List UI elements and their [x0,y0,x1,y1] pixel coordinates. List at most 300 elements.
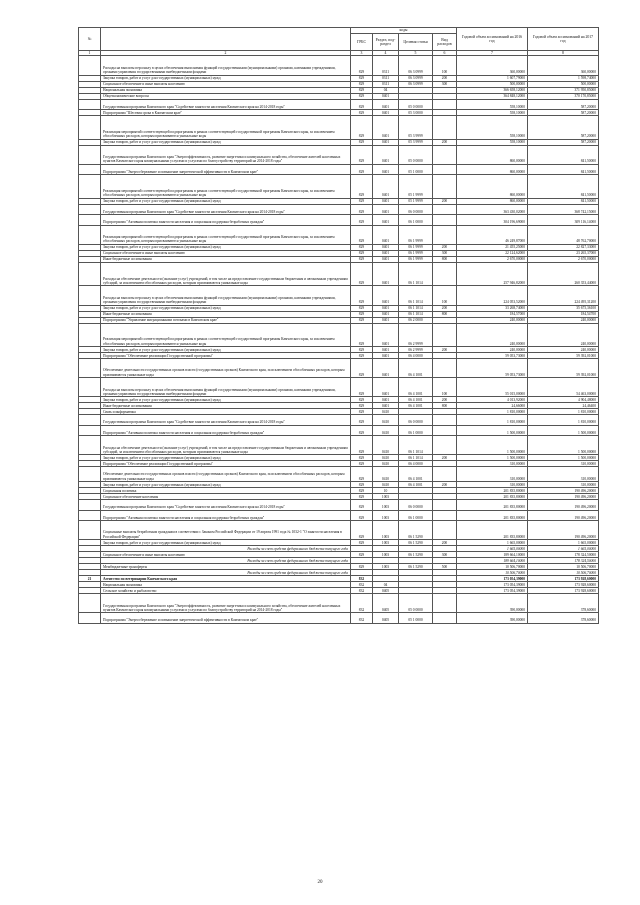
table-row [79,286,599,305]
row-amount-2016: 201 835,80000 [457,510,528,520]
table-row [79,215,599,225]
row-vid [433,204,457,214]
table-row [79,115,599,139]
row-amount-2016: 224 053,52000 [457,286,528,305]
row-number: 21 [79,576,101,582]
row-target: 06 0 0000 [399,204,433,214]
row-amount-2016: 21 455,25000 [457,244,528,250]
row-amount-2017: 1 500,00000 [528,455,599,461]
row-target: 06 4 1001 [399,378,433,397]
row-amount-2016: 1 607,79000 [457,75,528,81]
row-amount-2016: 59 053,73000 [457,353,528,359]
row-amount-2016: 55 015,00000 [457,378,528,397]
row-razdel: 0401 [373,378,399,397]
row-amount-2016: 360,00000 [457,56,528,75]
row-razdel: 0401 [373,317,399,323]
row-target: 06 1 0000 [399,510,433,520]
row-amount-2016: 240,00000 [457,347,528,353]
row-target: 06 1 1014 [399,305,433,311]
row-number [79,500,101,510]
row-name: Социальное обеспечение и иные выплаты населению [101,81,351,87]
row-number [79,175,101,199]
row-grbs: 829 [351,139,373,145]
row-target: 06 0 0000 [399,415,433,425]
row-grbs: 829 [351,359,373,378]
row-name: Общеэкономические вопросы [101,93,351,99]
table-row [79,415,599,425]
row-grbs: 829 [351,305,373,311]
row-amount-2017: 178 324,50000 [528,552,599,558]
row-amount-2016: 310,00000 [457,482,528,488]
row-number [79,145,101,164]
row-target: 06 1 1014 [399,262,433,286]
row-vid: 200 [433,244,457,250]
row-razdel: 04 [373,582,399,588]
row-amount-2016: 558,10000 [457,115,528,139]
row-razdel: 0401 [373,164,399,174]
row-grbs: 829 [351,317,373,323]
header-col-razdel: Раздел, под-раздел [373,34,399,51]
row-vid [433,500,457,510]
row-amount-2017: 54 463,00000 [528,378,599,397]
row-name: Закупка товаров, работ и услуг для государственных (муниципальных) нужд [101,482,351,488]
row-grbs: 829 [351,409,373,415]
row-name: Государственная программа Камчатского края "Содействие занятости населения Камчатского края на 2014-2018 годы" [101,99,351,109]
row-name: Расходы на выплаты персоналу в целях обеспечения выполнения функций государственными (муниципальными) органами, казенными учреждениями, органами управления государственными внебюджетными фондами [101,286,351,305]
row-amount-2017: 1 810,00000 [528,409,599,415]
row-target: 06 1 1014 [399,311,433,317]
row-grbs: 829 [351,311,373,317]
row-number [79,510,101,520]
row-vid: 800 [433,256,457,262]
row-name: Социальные выплаты безработным гражданам в соответствии с Законом Российской Федерации от 19 апреля 1991 года № 1032-1 "О занятости населения в Российской Федерации" [101,521,351,540]
row-amount-2017: 370 170,85000 [528,93,599,99]
row-grbs: 829 [351,115,373,139]
row-name: Иные бюджетные ассигнования [101,311,351,317]
row-amount-2016: 201 835,80000 [457,521,528,540]
header-col-grbs: ГРБС [351,34,373,51]
row-number [79,467,101,482]
table-row [79,359,599,378]
row-amount-2017: 190 496,20000 [528,500,599,510]
row-razdel: 0401 [373,311,399,317]
header-col-2016: Годовой объем ассигнований на 2016 год [457,28,528,51]
row-name: Подпрограмма "Активная политика занятости населения и социальная поддержка безработных граждан" [101,510,351,520]
row-amount-2017: 841,50000 [528,175,599,199]
row-amount-2017: 587,20000 [528,99,599,109]
table-row [79,262,599,286]
row-target: 05 1 9999 [399,175,433,199]
row-razdel: 0401 [373,99,399,109]
row-razdel: 0401 [373,262,399,286]
row-razdel: 0401 [373,359,399,378]
row-vid [433,594,457,613]
row-amount-2016: 366 658,12000 [457,87,528,93]
row-name: Реализация мероприятий соответствующей подпрограммы в рамках соответствующей государственной программы Камчатского края, за исключением обособленных расходов, которым присваиваются уникальные коды [101,115,351,139]
table-row [79,164,599,174]
row-amount-2016: 304 196,69000 [457,215,528,225]
row-target: 06 3 0999 [399,75,433,81]
row-amount-2016: 558,10000 [457,109,528,115]
row-grbs: 829 [351,500,373,510]
row-razdel: 0401 [373,305,399,311]
row-name: Подпрограмма "Энергосбережение и повышение энергетической эффективности в Камчатском крае" [101,164,351,174]
row-razdel: 0401 [373,244,399,250]
header-num-2: 2 [101,51,351,56]
row-amount-2016: 860,00000 [457,198,528,204]
row-razdel: 0401 [373,109,399,115]
row-name: Закупка товаров, работ и услуг для государственных (муниципальных) нужд [101,397,351,403]
row-target: 06 1 1014 [399,286,433,305]
row-amount-2016: 173 054,39000 [457,588,528,594]
row-razdel: 0311 [373,81,399,87]
row-amount-2016: 860,00000 [457,175,528,199]
row-name: Подпрограмма "Шествия срока в Камчатском крае" [101,109,351,115]
row-amount-2016: 390,00000 [457,594,528,613]
header-col-name [101,28,351,51]
row-number [79,436,101,455]
row-amount-2017: 224 495,31200 [528,286,599,305]
row-vid [433,175,457,199]
row-number [79,378,101,397]
row-name: Реализация мероприятий соответствующей подпрограммы в рамках соответствующей государственной программы Камчатского края, за исключением обособленных расходов, которым присваиваются уникальные коды [101,175,351,199]
row-razdel: 1003 [373,521,399,540]
row-amount-2017: 841,50000 [528,145,599,164]
row-target: 06 1 5290 [399,540,433,546]
row-vid [433,436,457,455]
row-name: Расходы за счет средств федерального бюджета текущего года [101,546,351,552]
row-amount-2017: 500,00000 [528,81,599,87]
row-razdel: 1003 [373,510,399,520]
row-name: Иные бюджетные ассигнования [101,256,351,262]
row-grbs: 829 [351,286,373,305]
header-num-4: 4 [373,51,399,56]
row-amount-2016: 1 810,00000 [457,409,528,415]
row-name: Подпрограмма "Энергосбережение и повышение энергетической эффективности в Камчатском крае" [101,613,351,623]
row-target: 06 1 1014 [399,455,433,461]
row-grbs: 829 [351,204,373,214]
row-grbs: 829 [351,552,373,558]
row-amount-2016: 46 249,87000 [457,225,528,244]
row-amount-2017: 240,00000 [528,347,599,353]
table-row [79,436,599,455]
row-name: Реализация мероприятий соответствующей подпрограммы в рамках соответствующей государственной программы Камчатского края, за исключением обособленных расходов, которым присваиваются уникальные коды [101,225,351,244]
table-row [79,225,599,244]
row-razdel: 0401 [373,286,399,305]
row-razdel: 0401 [373,250,399,256]
row-grbs: 829 [351,455,373,461]
row-grbs: 832 [351,588,373,594]
row-vid [433,415,457,425]
table-row [79,510,599,520]
row-name: Реализация мероприятий соответствующей подпрограммы в рамках соответствующей государственной программы Камчатского края, за исключением обособленных расходов, которым присваиваются уникальные коды [101,323,351,347]
row-amount-2017: 1 598,74000 [528,75,599,81]
row-razdel: 0410 [373,415,399,425]
row-amount-2017: 22 827,33000 [528,244,599,250]
row-razdel: 0401 [373,139,399,145]
table-row [79,204,599,214]
row-name: Подпрограмма "Обеспечение реализации Государственной программы" [101,353,351,359]
row-target: 06 4 0000 [399,353,433,359]
row-amount-2016: 310,00000 [457,467,528,482]
row-number [79,164,101,174]
row-grbs: 829 [351,56,373,75]
row-grbs: 829 [351,510,373,520]
header-num-6: 6 [433,51,457,56]
table-row [79,378,599,397]
row-target: 06 1 9999 [399,225,433,244]
row-amount-2017: 310,00000 [528,467,599,482]
row-amount-2017: 309 116,14000 [528,215,599,225]
row-amount-2017: 10 506,70000 [528,570,599,576]
row-vid: 800 [433,403,457,409]
row-vid [433,510,457,520]
row-name: Социальная политика [101,488,351,494]
row-target: 05 3 9999 [399,139,433,145]
row-razdel: 0401 [373,403,399,409]
header-num-7: 7 [457,51,528,56]
row-vid: 300 [433,250,457,256]
row-grbs: 829 [351,436,373,455]
row-target: 06 1 9999 [399,256,433,262]
row-amount-2017: 59 392,01000 [528,359,599,378]
row-amount-2016: 310,00000 [457,461,528,467]
row-amount-2017: 173 928,60000 [528,582,599,588]
header-num-3: 3 [351,51,373,56]
row-razdel: 0311 [373,75,399,81]
table-row [79,521,599,540]
row-number [79,594,101,613]
row-grbs: 832 [351,576,373,582]
table-row [79,323,599,347]
row-target: 05 1 9999 [399,198,433,204]
row-amount-2017: 48 762,70000 [528,225,599,244]
row-amount-2017: 23 265,37000 [528,250,599,256]
row-razdel: 0401 [373,115,399,139]
row-name: Межбюджетные трансферты [101,564,351,570]
row-name: Закупка товаров, работ и услуг для государственных (муниципальных) нужд [101,198,351,204]
row-grbs: 829 [351,225,373,244]
row-razdel: 0401 [373,353,399,359]
table-row [79,175,599,199]
row-amount-2016: 1 810,00000 [457,415,528,425]
row-vid [433,521,457,540]
row-vid: 200 [433,482,457,488]
row-grbs: 829 [351,488,373,494]
row-vid [433,115,457,139]
row-razdel: 0401 [373,397,399,403]
row-amount-2016: 24,66000 [457,403,528,409]
row-number [79,215,101,225]
row-number [79,204,101,214]
row-amount-2016: 33 268,74000 [457,305,528,311]
row-amount-2016: 10 506,70000 [457,570,528,576]
row-name: Закупка товаров, работ и услуг для государственных (муниципальных) нужд [101,244,351,250]
row-amount-2016: 240,00000 [457,317,528,323]
row-name: Закупка товаров, работ и услуг для государственных (муниципальных) нужд [101,455,351,461]
row-name: Иные бюджетные ассигнования [101,403,351,409]
row-amount-2017: 378,60000 [528,594,599,613]
row-razdel: 0401 [373,225,399,244]
row-target: 06 1 9999 [399,250,433,256]
row-name: Расходы за счет средств федерального бюджета текущего года [101,570,351,576]
row-name: Государственная программа Камчатского края "Энергоэффективность, развитие энергетики и коммунального хозяйства, обеспечение жителей населенных пунктов Камчатского края коммунальными услугами и услугами по благоустройству территорий на 2014-2018 годы" [101,145,351,164]
row-name: Расходы на обеспечение деятельности (оказание услуг) учреждений, в том числе на предоставление государственным бюджетным и автономным учреждениям субсидий, за исключением обособленных расходов, которым присваиваются уникальные коды [101,262,351,286]
header-num-5: 5 [399,51,433,56]
table-row [79,467,599,482]
row-target: 05 3 9999 [399,115,433,139]
row-razdel: 0401 [373,215,399,225]
row-number [79,359,101,378]
row-razdel: 0401 [373,347,399,353]
header-num-8: 8 [528,51,599,56]
row-grbs: 829 [351,256,373,262]
row-amount-2017: 1 500,00000 [528,436,599,455]
row-amount-2016: 1 500,00000 [457,455,528,461]
table-row [79,613,599,623]
row-name: Закупка товаров, работ и услуг для государственных (муниципальных) нужд [101,75,351,81]
row-grbs: 832 [351,582,373,588]
row-grbs: 829 [351,81,373,87]
row-razdel: 10 [373,488,399,494]
row-amount-2017: 190 496,20000 [528,510,599,520]
row-razdel: 0401 [373,204,399,214]
row-name: Национальная экономика [101,582,351,588]
row-vid [433,99,457,109]
row-number [79,521,101,540]
row-target: 06 4 0000 [399,461,433,467]
row-target: 06 3 0999 [399,81,433,87]
row-target: 06 1 0000 [399,425,433,435]
budget-table [78,27,599,624]
row-target: 06 2 0000 [399,317,433,323]
row-razdel: 0405 [373,588,399,594]
row-grbs: 829 [351,425,373,435]
row-amount-2016: 1 500,00000 [457,425,528,435]
row-name: Национальная экономика [101,87,351,93]
row-amount-2016: 257 946,82000 [457,262,528,286]
row-amount-2016: 201 835,80000 [457,500,528,510]
row-grbs: 829 [351,540,373,546]
row-amount-2016: 1 500,00000 [457,436,528,455]
row-amount-2017: 587,20000 [528,109,599,115]
row-amount-2017: 190 496,20000 [528,521,599,540]
row-amount-2016: 500,00000 [457,81,528,87]
row-amount-2017: 173 928,60000 [528,576,599,582]
row-razdel: 0401 [373,93,399,99]
row-amount-2016: 240,00000 [457,323,528,347]
table-row [79,425,599,435]
row-amount-2016: 1 665,00000 [457,540,528,546]
row-target: 06 1 5290 [399,564,433,570]
row-amount-2016: 189 664,10000 [457,552,528,558]
row-target: 05 0 0000 [399,145,433,164]
row-grbs: 829 [351,164,373,174]
table-header [79,28,599,56]
row-number [79,425,101,435]
row-name: Подпрограмма "Активная политика занятости населения и социальная поддержка безработных граждан" [101,215,351,225]
row-grbs: 829 [351,250,373,256]
row-grbs: 829 [351,482,373,488]
row-vid [433,613,457,623]
row-grbs: 829 [351,494,373,500]
row-vid [433,467,457,482]
row-name: Государственная программа Камчатского края "Содействие занятости населения Камчатского края на 2014-2018 годы" [101,204,351,214]
row-amount-2017: 310,00000 [528,461,599,467]
row-amount-2016: 184,57000 [457,311,528,317]
row-name: Сельское хозяйство и рыболовство [101,588,351,594]
row-number [79,323,101,347]
row-grbs: 829 [351,461,373,467]
row-grbs: 832 [351,613,373,623]
row-amount-2017: 2 670,00000 [528,256,599,262]
row-target: 05 0 0000 [399,99,433,109]
header-col-target: Целевая статья [399,34,433,51]
row-vid [433,145,457,164]
row-number [79,262,101,286]
row-amount-2017: 310,00000 [528,482,599,488]
row-name: Расходы на выплаты персоналу в целях обеспечения выполнения функций государственными (муниципальными) органами, казенными учреждениями, органами управления государственными внебюджетными фондами [101,56,351,75]
row-vid: 200 [433,198,457,204]
table-row [79,500,599,510]
row-amount-2016: 201 835,80000 [457,488,528,494]
row-razdel: 0410 [373,467,399,482]
row-vid: 100 [433,378,457,397]
row-razdel: 0401 [373,256,399,262]
row-vid: 300 [433,552,457,558]
row-amount-2017: 4 904,48000 [528,397,599,403]
row-amount-2017: 1 500,00000 [528,425,599,435]
row-razdel: 0410 [373,482,399,488]
row-amount-2016: 558,10000 [457,139,528,145]
row-amount-2017: 190 496,20000 [528,494,599,500]
row-amount-2017: 24,46400 [528,403,599,409]
row-target: 06 1 5290 [399,521,433,540]
row-amount-2016: 10 506,70000 [457,564,528,570]
header-num-1: 1 [79,51,101,56]
row-vid [433,425,457,435]
row-grbs: 829 [351,415,373,425]
row-grbs: 829 [351,347,373,353]
row-vid: 100 [433,286,457,305]
row-name: Связь и информатика [101,409,351,415]
row-razdel: 0410 [373,455,399,461]
row-target: 06 2 9999 [399,347,433,353]
row-target: 06 1 0000 [399,215,433,225]
row-name: Обеспечение деятельности государственных органов власти (государственных органов) Камчатского края, за исключением обособленных расходов, которым присваиваются уникальные коды [101,359,351,378]
row-amount-2016: 22 124,62000 [457,250,528,256]
row-vid [433,215,457,225]
row-amount-2016: 189 664,10000 [457,558,528,564]
row-name: Государственная программа Камчатского края "Содействие занятости населения Камчатского края на 2014-2018 годы" [101,500,351,510]
header-codes-group: коды [351,28,457,34]
row-amount-2017: 368 742,15000 [528,204,599,214]
row-grbs: 829 [351,175,373,199]
row-grbs: 829 [351,93,373,99]
row-grbs: 829 [351,262,373,286]
row-name: Подпрограмма "Управление миграционными потоками в Камчатском крае" [101,317,351,323]
row-razdel: 0405 [373,594,399,613]
row-name: Социальное обеспечение и иные выплаты населению [101,552,351,558]
row-grbs: 829 [351,215,373,225]
row-amount-2016: 1 665,00000 [457,546,528,552]
row-name: Закупка товаров, работ и услуг для государственных (муниципальных) нужд [101,347,351,353]
row-razdel: 0410 [373,436,399,455]
row-name: Закупка товаров, работ и услуг для государственных (муниципальных) нужд [101,540,351,546]
row-vid: 200 [433,347,457,353]
row-amount-2017: 1 665,00000 [528,540,599,546]
row-name: Расходы на выплаты персоналу в целях обеспечения выполнения функций государственными (муниципальными) органами, казенными учреждениями, органами управления государственными внебюджетными фондами [101,378,351,397]
